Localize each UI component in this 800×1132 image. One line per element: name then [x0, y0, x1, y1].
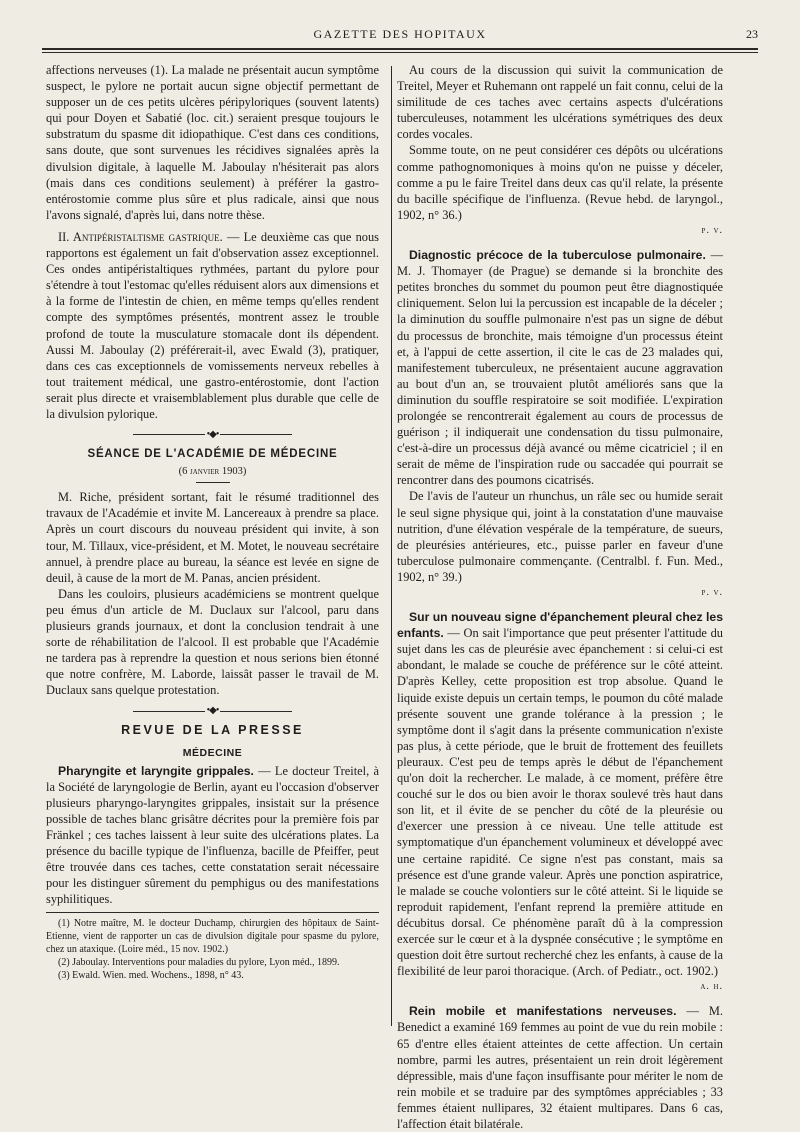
short-rule: [196, 482, 230, 483]
medecine-subheading: MÉDECINE: [182, 746, 243, 759]
page-number: 23: [746, 27, 758, 41]
paragraph: [46, 763, 379, 908]
paragraph: Au cours de la discussion qui suivit la communication de Treitel, Meyer et Ruhemann ont rappelé un fait connu, celui de la similitude de ces taches avec certains aspects d'ulcérations tuberculeuses, notamment les ulcérations symétriques des deux cordes vocales.: [397, 63, 723, 142]
paragraph: affections nerveuses (1). La malade ne présentait aucun symptôme suspect, le pylore ne portait aucun signe objectif permettant de supposer un de ces petits ulcères péripyloriques (souvent latents) qui pour Doyen et Sabatié (loc. cit.) seraient presque toujours le substratum du spasme dit idiopathique. C'est dans ces conditions, sans doute, que sont survenues les récidives signalées après la divulsion digitale, à laquelle M. Jaboulay n'hésiterait pas alors (mais dans ces conditions seulement) à préférer la gastro-entérostomie comme plus sûre et plus radicale, ainsi que nous l'avons signalé, d'après lui, dans notre thèse.: [46, 63, 379, 222]
academy-heading: SÉANCE DE L'ACADÉMIE DE MÉDECINE: [87, 448, 338, 461]
signature: p. v.: [701, 587, 723, 598]
paragraph-body: — Le deuxième cas que nous rapportons est également un fait d'observation assez exceptionnel. Ces ondes antipéristaltiques rythmées, partant du pylore pour s'étendre à tout l'estomac qu'elles réduisent alors aux dimensions et à la forme de l'intestin de chien, en même temps qu'elles rendent compte des symptômes présentés, montrent assez le trouble profond de toute la musculature stomacale dont ils dépendent. Aussi M. Jaboulay (2) préférerait-il, avec Ewald (3), pratiquer, dans ces cas exceptionnels de vomissements nerveux rebelles à tout traitement médical, une gastro-entérostomie, dont l'action serait plus directe et vraisemblablement plus durable que celle de la divulsion pylorique.: [46, 229, 379, 421]
paragraph: De l'avis de l'auteur un rhunchus, un râle sec ou humide serait le seul signe physique qui, joint à la constatation d'une mauvaise nutrition, d'une élévation vespérale de la température, de sueurs, de pleurésies antérieures, etc., puisse parler en faveur d'une tuberculose pulmonaire commençante. (Centralbl. f. Fun. Med., 1902, n° 39.): [397, 489, 723, 584]
paragraph: [397, 247, 723, 488]
paragraph: Somme toute, on ne peut considérer ces dépôts ou ulcérations comme pathognomoniques à moins qu'on ne puisse y déceler, comme a pu le faire Treitel dans deux cas qu'il relate, la présente du bacille spécifique de l'influenza. (Revue hebd. de laryngol., 1902, n° 36.): [397, 143, 723, 222]
paragraph: M. Riche, président sortant, fait le résumé traditionnel des travaux de l'Académie et invite M. Lancereaux à prendre sa place. Après un court discours du nouveau président qui invite, à son tour, M. Tillaux, vice-président, et M. Motet, le nouveau secrétaire annuel, à prendre place au bureau, la séance est levée en signe de deuil, à cause de la mort de M. Panas, ancien président.: [46, 490, 379, 585]
paragraph: Dans les couloirs, plusieurs académiciens se montrent quelque peu émus d'un article de M. Duclaux sur l'alcool, paru dans plusieurs grands journaux, et dont la conclusion tendrait à une sorte de réhabilitation de l'alcool. Il est probable que l'Académie ne tardera pas à reprendre la question et nous serions bien étonné que notre confrère, M. Laborde, laissât passer le travail de M. Duclaux sans quelque protestation.: [46, 586, 379, 698]
article-title: Rein mobile et manifestations nerveuses.: [409, 1004, 677, 1019]
section-label: II. Antipéristaltisme gastrique.: [58, 229, 223, 244]
footnote-rule: [46, 912, 379, 913]
paragraph: [397, 1003, 723, 1132]
header-rule-thin: [42, 52, 758, 53]
footnote: (2) Jaboulay. Interventions pour maladies du pylore, Lyon méd., 1899.: [58, 957, 340, 969]
article-title: Diagnostic précoce de la tuberculose pulmonaire.: [409, 248, 706, 263]
footnote: (3) Ewald. Wien. med. Wochens., 1898, n° 43.: [58, 970, 244, 982]
academy-date: (6 janvier 1903): [178, 466, 247, 478]
article-title: Sur un nouveau signe d'épanchement pleural chez les enfants.: [397, 610, 723, 641]
paragraph-body: — Le docteur Treitel, à la Société de laryngologie de Berlin, ayant eu l'occasion d'observer plusieurs pharyngo-laryngites grippales, insistait sur la présence possible de taches blanc grisâtre décrites pour la première fois par Fränkel ; ces taches laissent à leur suite des ulcérations plates. La présence du bacille typique de l'influenza, bacille de Pfeiffer, peut être trouvée dans ces taches, cette constatation serait nécessaire pour les distinguer sûrement du pemphigus ou des manifestations syphilitiques.: [46, 763, 379, 907]
signature: a. h.: [700, 981, 723, 993]
page-header: [42, 27, 758, 45]
signature: p. v.: [701, 224, 723, 236]
article-title: Pharyngite et laryngite grippales.: [58, 763, 254, 778]
footnote: (1) Notre maître, M. le docteur Duchamp, chirurgien des hôpitaux de Saint-Etienne, vient de rapporter un cas de divulsion digitale pour spasme du pylore, chez un ataxique. (Loire méd., 15 nov. 1902.): [46, 917, 379, 955]
paragraph-body: — M. J. Thomayer (de Prague) se demande si la bronchite des petites bronches du sommet du poumon peut être diagnostiquée cliniquement. Selon lui la percussion est incapable de la déceler ; la diminution du souffle pulmonaire n'est pas un signe de début du processus de bronchite, mais témoigne d'un processus éteint et, à l'appui de cette assertion, il cite le cas de 23 malades qui, manifestement tuberculeux, ne présentaient aucune aggravation au bout d'un an, se trouvaient plutôt améliorés sans que la diminution du souffle respiratoire se soit modifiée. L'expiration prolongée se rencontrerait également au cours de processus de guérison ; il indiquerait une condensation du tissu pulmonaire, c'est-à-dire un processus déjà avancé ou même cicatriciel ; il en serait de même de l'inspiration rude ou saccadée qui pourrait se rencontrer dans des poumons cicatrisés.: [397, 248, 723, 488]
paragraph: [46, 229, 379, 422]
press-heading: REVUE DE LA PRESSE: [121, 723, 304, 738]
paragraph: [397, 609, 723, 979]
separator-ornament: •◆•: [46, 706, 379, 716]
separator-ornament: •◆•: [46, 430, 379, 440]
journal-title: GAZETTE DES HOPITAUX: [313, 27, 487, 41]
right-column: [397, 62, 723, 1132]
left-column: [46, 62, 379, 983]
column-divider: [391, 66, 392, 1026]
header-rule-thick: [42, 48, 758, 50]
paragraph-body: — M. Benedict a examiné 169 femmes au point de vue du rein mobile : 65 d'entre elles étaient atteintes de cette affection. Un certain nombre, parmi les autres, présentaient un rein droit légèrement dépressible, mais d'une façon insuffisante pour mériter le nom de rein mobile et se traduire par des symptômes appréciables ; 33 femmes étaient nullipares, 32 étaient multipares. Dans 6 cas, l'affection était bilatérale.: [397, 1004, 723, 1131]
paragraph-body: — On sait l'importance que peut présenter l'attitude du sujet dans les cas de pleurésie avec épanchement : si celui-ci est abondant, le malade se couche de préférence sur le côté atteint. D'après Kelley, cette proposition est trop absolue. Quand le liquide existe depuis un certain temps, le poumon du côté malade présente souvent une grande tolérance à la pression ; le symptôme dont il s'agit dans la présente communication n'existe pas plus, à cette période, que le bruit de frottement des feuillets pleuraux. C'est peu de temps après le début de l'épanchement qu'on doit la rechercher. Le malade, à ce moment, préfère être couché sur le dos ou bien avoir le thorax soulevé très haut dans son lit, et il évite de se pencher du côté de la pleurésie ou d'exercer une pression à ce niveau. Une telle attitude est symptomatique d'un épanchement volumineux et développé avec une certaine rapidité. Ce signe n'est pas constant, mais sa présence est d'une grande valeur. Après une ponction aspiratrice, le malade se couche volontiers sur le côté atteint. Si le liquide se reproduit rapidement, l'enfant reprend la première attitude en décubitus dorsal. Ce phénomène paraît dû à la compression exercée sur le cœur et à la dyspnée consécutive ; le symptôme en question doit être surtout recherché chez les enfants, à cause de la flexibilité de leur paroi thoracique. (Arch. of Pediatr., oct. 1902.): [397, 626, 723, 979]
